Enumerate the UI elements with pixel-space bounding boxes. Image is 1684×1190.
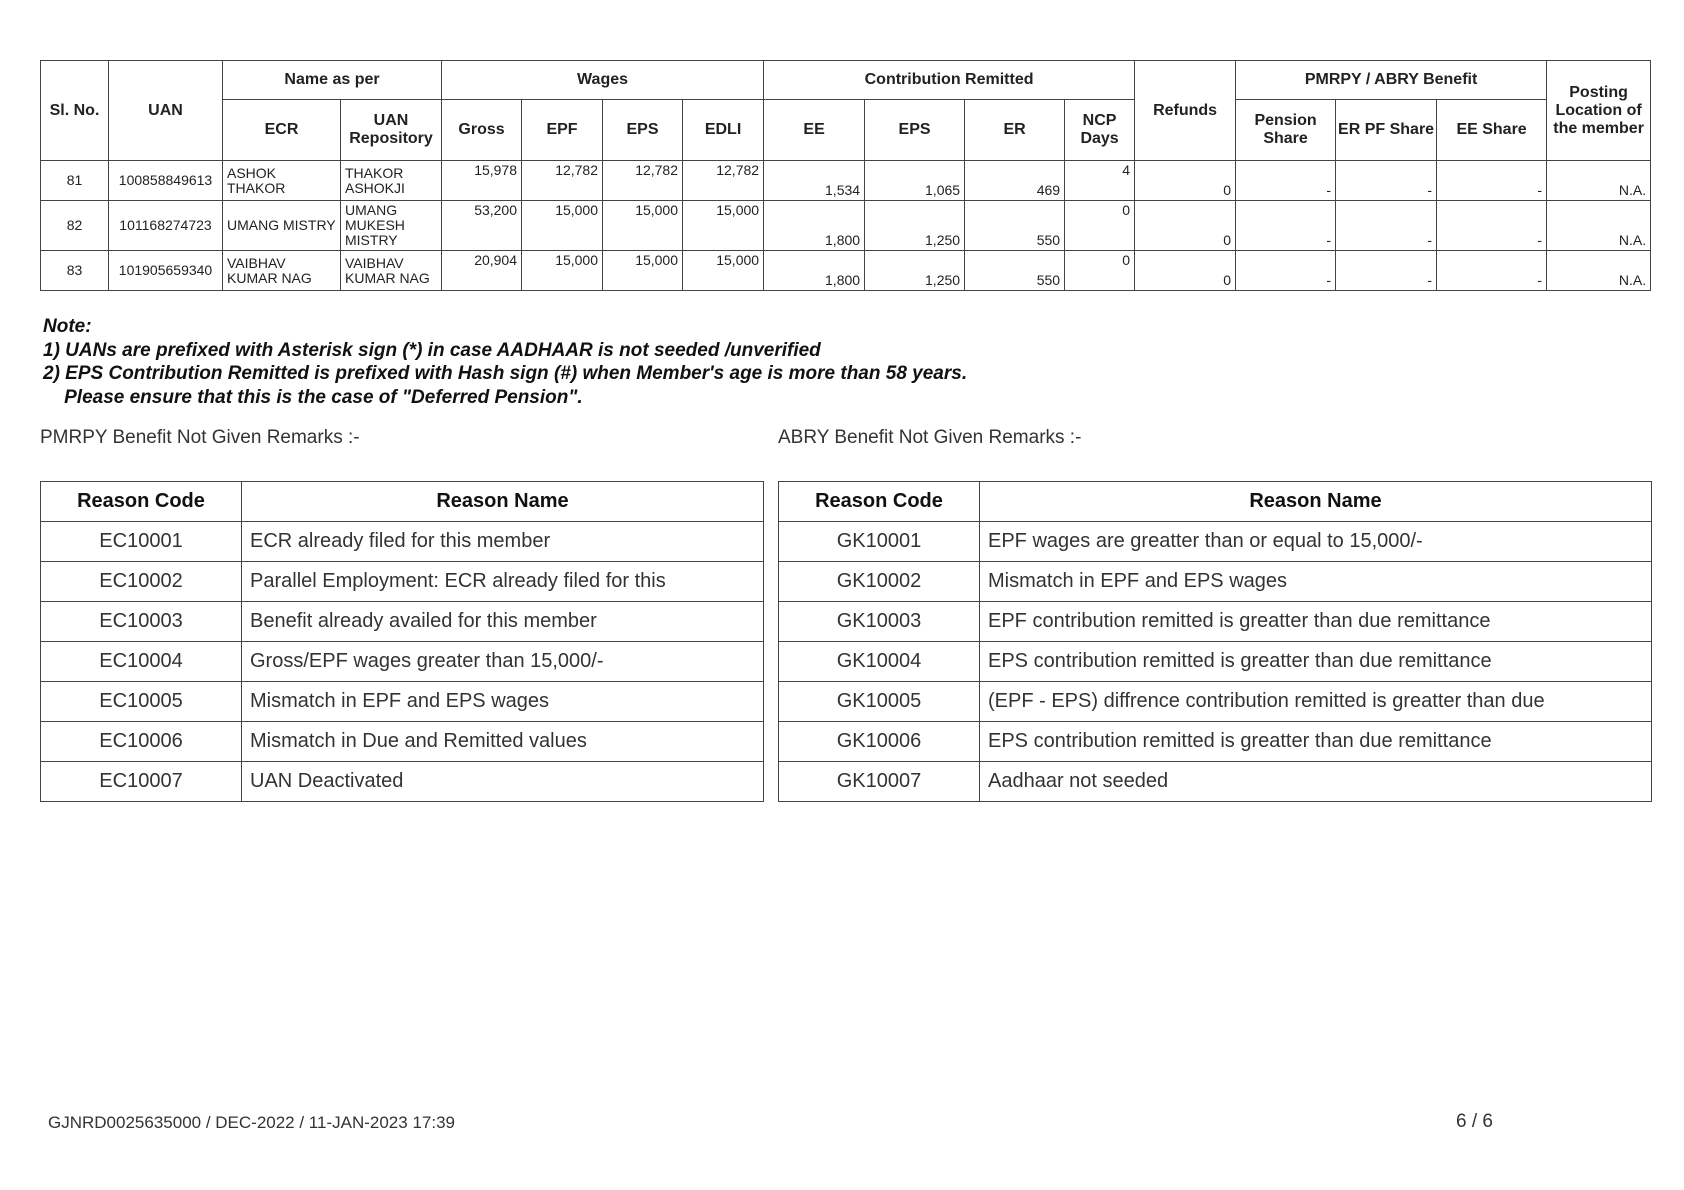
cell-epf: 15,000 (522, 251, 603, 291)
table-row (779, 562, 1652, 602)
note-line-3: Please ensure that this is the case of "Deferred Pension". (43, 386, 583, 408)
header-uan: UAN (109, 61, 223, 161)
reason-name: Mismatch in Due and Remitted values (242, 722, 764, 762)
cell-edli: 12,782 (683, 161, 764, 201)
pmrpy-remarks-title: PMRPY Benefit Not Given Remarks :- (40, 427, 360, 448)
note-title: Note: (43, 316, 92, 337)
cell-posting: N.A. (1547, 251, 1651, 291)
header-posting-location: Posting Location of the member (1547, 61, 1651, 161)
abry-remarks-title: ABRY Benefit Not Given Remarks :- (778, 427, 1082, 448)
cell-eps-contribution: 1,250 (865, 201, 965, 251)
table-row (41, 161, 1651, 201)
reason-name: Aadhaar not seeded (980, 762, 1652, 802)
cell-er-pf-share: - (1336, 251, 1437, 291)
cell-er: 550 (965, 251, 1065, 291)
header-reason-name: Reason Name (980, 482, 1652, 522)
cell-ncp-days: 4 (1065, 161, 1135, 201)
table-row (41, 522, 764, 562)
cell-repository-name: VAIBHAV KUMAR NAG (341, 251, 442, 291)
cell-eps-wages: 15,000 (603, 201, 683, 251)
header-refunds: Refunds (1135, 61, 1236, 161)
header-ee: EE (764, 100, 865, 161)
table-row (41, 562, 764, 602)
cell-er-pf-share: - (1336, 161, 1437, 201)
table-row (779, 762, 1652, 802)
header-epf: EPF (522, 100, 603, 161)
header-er-pf-share: ER PF Share (1336, 100, 1437, 161)
reason-name: Mismatch in EPF and EPS wages (242, 682, 764, 722)
cell-ee: 1,800 (764, 251, 865, 291)
header-sl-no: Sl. No. (41, 61, 109, 161)
header-reason-name: Reason Name (242, 482, 764, 522)
cell-ee-share: - (1437, 161, 1547, 201)
table-row (779, 522, 1652, 562)
cell-edli: 15,000 (683, 201, 764, 251)
reason-name: EPF contribution remitted is greatter than due remittance (980, 602, 1652, 642)
cell-repository-name: UMANG MUKESH MISTRY (341, 201, 442, 251)
reason-name: Mismatch in EPF and EPS wages (980, 562, 1652, 602)
table-row (779, 602, 1652, 642)
reason-code: GK10002 (779, 562, 980, 602)
cell-eps-contribution: 1,250 (865, 251, 965, 291)
reason-name: EPS contribution remitted is greatter than due remittance (980, 642, 1652, 682)
cell-sl-no: 82 (41, 201, 109, 251)
cell-er: 469 (965, 161, 1065, 201)
cell-ncp-days: 0 (1065, 201, 1135, 251)
reason-code: EC10005 (41, 682, 242, 722)
reason-code: EC10003 (41, 602, 242, 642)
cell-sl-no: 83 (41, 251, 109, 291)
cell-ee: 1,534 (764, 161, 865, 201)
reason-code: GK10004 (779, 642, 980, 682)
cell-uan: 101905659340 (109, 251, 223, 291)
cell-epf: 15,000 (522, 201, 603, 251)
table-row (41, 682, 764, 722)
cell-er: 550 (965, 201, 1065, 251)
header-wages: Wages (442, 61, 764, 100)
reason-name: ECR already filed for this member (242, 522, 764, 562)
reason-code: EC10001 (41, 522, 242, 562)
reason-name: EPF wages are greatter than or equal to 15,000/- (980, 522, 1652, 562)
cell-edli: 15,000 (683, 251, 764, 291)
table-row (779, 682, 1652, 722)
notes-section (43, 315, 967, 409)
reason-code: GK10001 (779, 522, 980, 562)
reason-name: Gross/EPF wages greater than 15,000/- (242, 642, 764, 682)
reason-code: EC10002 (41, 562, 242, 602)
header-benefit: PMRPY / ABRY Benefit (1236, 61, 1547, 100)
header-eps-wages: EPS (603, 100, 683, 161)
header-edli: EDLI (683, 100, 764, 161)
table-row (41, 201, 1651, 251)
reason-code: EC10006 (41, 722, 242, 762)
header-reason-code: Reason Code (41, 482, 242, 522)
cell-sl-no: 81 (41, 161, 109, 201)
header-ee-share: EE Share (1437, 100, 1547, 161)
cell-gross: 20,904 (442, 251, 522, 291)
table-row (41, 642, 764, 682)
header-er: ER (965, 100, 1065, 161)
reason-code: EC10007 (41, 762, 242, 802)
table-row (41, 602, 764, 642)
header-gross: Gross (442, 100, 522, 161)
reason-code: EC10004 (41, 642, 242, 682)
cell-gross: 53,200 (442, 201, 522, 251)
cell-ee-share: - (1437, 251, 1547, 291)
cell-posting: N.A. (1547, 161, 1651, 201)
cell-ecr-name: UMANG MISTRY (223, 201, 341, 251)
table-row (779, 642, 1652, 682)
ecr-member-table (40, 60, 1651, 291)
cell-gross: 15,978 (442, 161, 522, 201)
footer-document-id: GJNRD0025635000 / DEC-2022 / 11-JAN-2023 17:39 (48, 1113, 455, 1132)
reason-code: GK10007 (779, 762, 980, 802)
header-reason-code: Reason Code (779, 482, 980, 522)
cell-eps-wages: 15,000 (603, 251, 683, 291)
cell-eps-wages: 12,782 (603, 161, 683, 201)
header-ecr: ECR (223, 100, 341, 161)
cell-ee: 1,800 (764, 201, 865, 251)
abry-reason-table (778, 481, 1652, 802)
cell-ecr-name: VAIBHAV KUMAR NAG (223, 251, 341, 291)
cell-uan: 100858849613 (109, 161, 223, 201)
cell-posting: N.A. (1547, 201, 1651, 251)
cell-pension-share: - (1236, 161, 1336, 201)
footer-page-number: 6 / 6 (1456, 1111, 1493, 1132)
cell-uan: 101168274723 (109, 201, 223, 251)
reason-name: EPS contribution remitted is greatter than due remittance (980, 722, 1652, 762)
header-contribution-remitted: Contribution Remitted (764, 61, 1135, 100)
reason-name: Benefit already availed for this member (242, 602, 764, 642)
table-row (779, 722, 1652, 762)
cell-er-pf-share: - (1336, 201, 1437, 251)
cell-pension-share: - (1236, 201, 1336, 251)
reason-code: GK10005 (779, 682, 980, 722)
reason-name: (EPF - EPS) diffrence contribution remitted is greatter than due (980, 682, 1652, 722)
pmrpy-reason-table (40, 481, 764, 802)
cell-ee-share: - (1437, 201, 1547, 251)
cell-repository-name: THAKOR ASHOKJI (341, 161, 442, 201)
table-row (41, 722, 764, 762)
header-name-as-per: Name as per (223, 61, 442, 100)
cell-eps-contribution: 1,065 (865, 161, 965, 201)
header-uan-repository: UAN Repository (341, 100, 442, 161)
cell-refunds: 0 (1135, 161, 1236, 201)
cell-pension-share: - (1236, 251, 1336, 291)
header-eps-contribution: EPS (865, 100, 965, 161)
cell-epf: 12,782 (522, 161, 603, 201)
note-line-2: 2) EPS Contribution Remitted is prefixed with Hash sign (#) when Member's age is more than 58 years. (43, 363, 968, 384)
cell-refunds: 0 (1135, 201, 1236, 251)
header-pension-share: Pension Share (1236, 100, 1336, 161)
reason-code: GK10006 (779, 722, 980, 762)
cell-ecr-name: ASHOK THAKOR (223, 161, 341, 201)
note-line-1: 1) UANs are prefixed with Asterisk sign (*) in case AADHAAR is not seeded /unverified (43, 339, 821, 361)
table-row (41, 762, 764, 802)
header-ncp-days: NCP Days (1065, 100, 1135, 161)
reason-name: UAN Deactivated (242, 762, 764, 802)
table-row (41, 251, 1651, 291)
reason-code: GK10003 (779, 602, 980, 642)
cell-refunds: 0 (1135, 251, 1236, 291)
cell-ncp-days: 0 (1065, 251, 1135, 291)
reason-name: Parallel Employment: ECR already filed for this (242, 562, 764, 602)
